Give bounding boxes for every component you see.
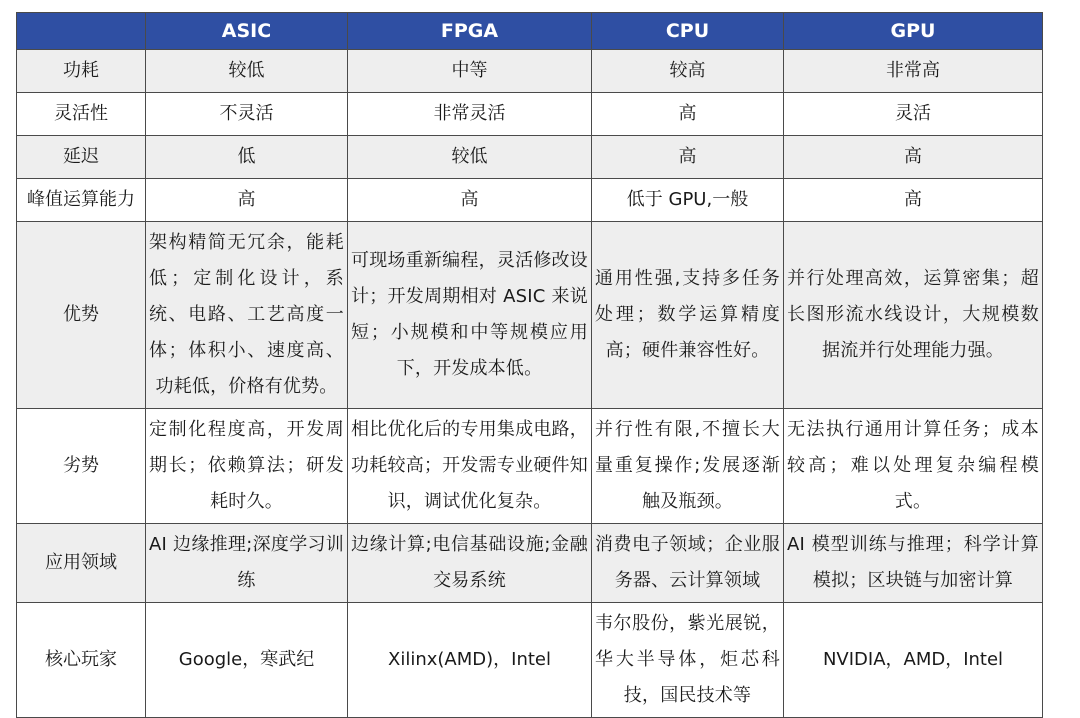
row-label-key-players: 核心玩家 bbox=[17, 603, 146, 718]
cell-disadvantages-gpu: 无法执行通用计算任务；成本较高；难以处理复杂编程模式。 bbox=[784, 409, 1043, 524]
cell-latency-cpu: 高 bbox=[592, 136, 784, 179]
row-applications bbox=[17, 524, 1043, 603]
header-row bbox=[17, 13, 1043, 50]
cell-flexibility-cpu: 高 bbox=[592, 93, 784, 136]
cell-advantages-asic: 架构精简无冗余，能耗低；定制化设计，系统、电路、工艺高度一体；体积小、速度高、功耗低，价格有优势。 bbox=[146, 222, 348, 409]
header-cpu: CPU bbox=[592, 13, 784, 50]
row-label-advantages: 优势 bbox=[17, 222, 146, 409]
cell-power-gpu: 非常高 bbox=[784, 50, 1043, 93]
cell-power-asic: 较低 bbox=[146, 50, 348, 93]
comparison-table-container bbox=[16, 12, 1043, 718]
cell-latency-gpu: 高 bbox=[784, 136, 1043, 179]
cell-power-cpu: 较高 bbox=[592, 50, 784, 93]
row-label-applications: 应用领域 bbox=[17, 524, 146, 603]
cell-peak-compute-gpu: 高 bbox=[784, 179, 1043, 222]
cell-power-fpga: 中等 bbox=[348, 50, 592, 93]
cell-flexibility-asic: 不灵活 bbox=[146, 93, 348, 136]
row-power bbox=[17, 50, 1043, 93]
header-fpga: FPGA bbox=[348, 13, 592, 50]
cell-advantages-fpga: 可现场重新编程，灵活修改设计；开发周期相对 ASIC 来说短；小规模和中等规模应用下，开发成本低。 bbox=[348, 222, 592, 409]
cell-flexibility-gpu: 灵活 bbox=[784, 93, 1043, 136]
row-label-flexibility: 灵活性 bbox=[17, 93, 146, 136]
row-key-players bbox=[17, 603, 1043, 718]
cell-applications-asic: AI 边缘推理;深度学习训练 bbox=[146, 524, 348, 603]
cell-disadvantages-cpu: 并行性有限,不擅长大量重复操作;发展逐渐触及瓶颈。 bbox=[592, 409, 784, 524]
cell-applications-fpga: 边缘计算;电信基础设施;金融交易系统 bbox=[348, 524, 592, 603]
cell-peak-compute-fpga: 高 bbox=[348, 179, 592, 222]
row-label-disadvantages: 劣势 bbox=[17, 409, 146, 524]
header-asic: ASIC bbox=[146, 13, 348, 50]
row-disadvantages bbox=[17, 409, 1043, 524]
row-label-power: 功耗 bbox=[17, 50, 146, 93]
row-latency bbox=[17, 136, 1043, 179]
cell-latency-asic: 低 bbox=[146, 136, 348, 179]
cell-flexibility-fpga: 非常灵活 bbox=[348, 93, 592, 136]
cell-applications-cpu: 消费电子领域；企业服务器、云计算领域 bbox=[592, 524, 784, 603]
cell-key-players-cpu: 韦尔股份，紫光展锐，华大半导体，炬芯科技，国民技术等 bbox=[592, 603, 784, 718]
row-flexibility bbox=[17, 93, 1043, 136]
cell-key-players-fpga: Xilinx(AMD)，Intel bbox=[348, 603, 592, 718]
cell-disadvantages-asic: 定制化程度高，开发周期长；依赖算法；研发耗时久。 bbox=[146, 409, 348, 524]
cell-peak-compute-asic: 高 bbox=[146, 179, 348, 222]
row-label-latency: 延迟 bbox=[17, 136, 146, 179]
chip-comparison-table bbox=[16, 12, 1043, 718]
header-corner bbox=[17, 13, 146, 50]
cell-key-players-gpu: NVIDIA，AMD，Intel bbox=[784, 603, 1043, 718]
row-label-peak-compute: 峰值运算能力 bbox=[17, 179, 146, 222]
cell-advantages-cpu: 通用性强,支持多任务处理；数学运算精度高；硬件兼容性好。 bbox=[592, 222, 784, 409]
cell-disadvantages-fpga: 相比优化后的专用集成电路，功耗较高；开发需专业硬件知识，调试优化复杂。 bbox=[348, 409, 592, 524]
row-advantages bbox=[17, 222, 1043, 409]
row-peak-compute bbox=[17, 179, 1043, 222]
cell-key-players-asic: Google，寒武纪 bbox=[146, 603, 348, 718]
cell-applications-gpu: AI 模型训练与推理；科学计算模拟；区块链与加密计算 bbox=[784, 524, 1043, 603]
cell-latency-fpga: 较低 bbox=[348, 136, 592, 179]
header-gpu: GPU bbox=[784, 13, 1043, 50]
cell-advantages-gpu: 并行处理高效，运算密集；超长图形流水线设计，大规模数据流并行处理能力强。 bbox=[784, 222, 1043, 409]
cell-peak-compute-cpu: 低于 GPU,一般 bbox=[592, 179, 784, 222]
